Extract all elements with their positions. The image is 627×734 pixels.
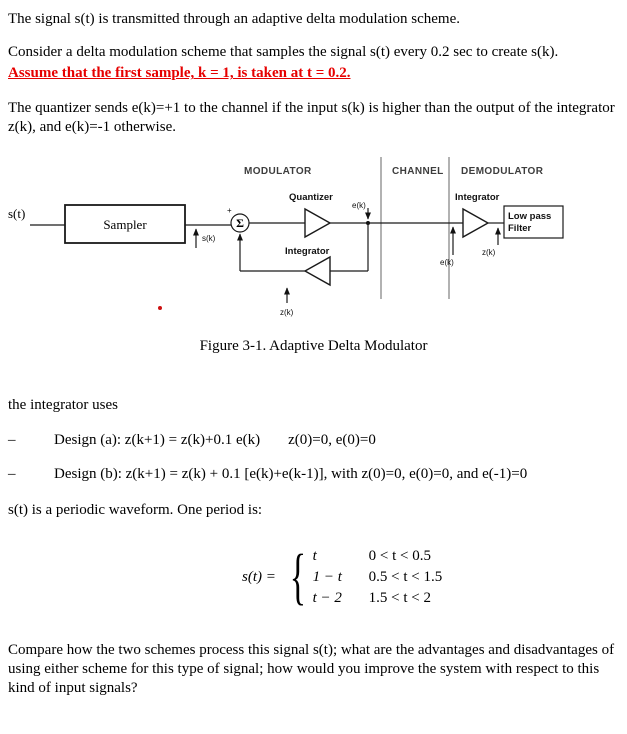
feedback-integrator-label: Integrator [285,245,330,257]
design-b-row [8,465,619,484]
sampled-signal-label: s(k) [202,233,216,243]
demod-integrator-triangle [463,209,488,237]
piece-condition: 0.5 < t < 1.5 [368,568,443,585]
design-a-initial-conditions: z(0)=0, e(0)=0 [288,432,376,449]
lpf-label-line2: Filter [508,222,532,234]
equation-row-2 [313,567,443,588]
equation-lhs: s(t) = [242,568,276,585]
plus-sign: + [227,205,232,215]
error-signal-label: e(k) [352,200,366,210]
feedback-integrator-triangle [305,257,330,285]
piecewise-definition [242,543,619,612]
piece-condition: 1.5 < t < 2 [368,589,431,606]
channel-section-label: CHANNEL [392,165,444,177]
piece-expression: t − 2 [312,589,342,606]
demod-error-label: e(k) [440,257,454,267]
design-a-row [8,431,619,450]
quantizer-label: Quantizer [289,191,333,203]
modulator-section-label: MODULATOR [244,165,312,177]
dash-bullet: – [8,465,16,482]
assumption-note: Assume that the first sample, k = 1, is taken at t = 0.2. [8,65,351,82]
adaptive-delta-modulator-diagram [8,151,618,329]
left-brace: { [289,543,306,612]
piece-condition: 0 < t < 0.5 [368,547,431,564]
lpf-label-line1: Low pass [508,210,552,222]
periodic-waveform-line: s(t) is a periodic waveform. One period is: [8,501,263,518]
equation-row-3 [313,588,443,609]
intro-line-2: Consider a delta modulation scheme that samples the signal s(t) every 0.2 sec to create s(k). [8,44,559,61]
equation-row-1 [313,546,443,567]
design-b-text: Design (b): z(k+1) = z(k) + 0.1 [e(k)+e(k-1)], with z(0)=0, e(0)=0, and e(-1)=0 [54,465,528,482]
demod-output-label: z(k) [482,247,496,257]
intro-line-1: The signal s(t) is transmitted through an adaptive delta modulation scheme. [8,11,460,27]
dash-bullet: – [8,432,16,449]
design-a-text [54,431,376,450]
equation-rows [313,546,443,609]
piece-expression: 1 − t [312,568,342,585]
demod-integrator-label: Integrator [455,191,500,203]
figure-3-1 [8,151,619,356]
quantizer-rule: The quantizer sends e(k)=+1 to the channel if the input s(k) is higher than the output of the integrator z(k), and e(k)=-1 otherwise. [8,99,615,135]
closing-question: Compare how the two schemes process this signal s(t); what are the advantages and disadvantages of using either scheme for this type of signal; how would you improve the system with respect to this kind of input signals? [8,641,615,697]
feedback-signal-label: z(k) [280,307,294,317]
figure-caption: Figure 3-1. Adaptive Delta Modulator [199,337,428,354]
demodulator-section-label: DEMODULATOR [461,165,544,177]
input-signal-label: s(t) [8,205,26,221]
stray-red-dot [158,306,162,310]
sampler-label: Sampler [103,216,147,232]
integrator-uses-line: the integrator uses [8,397,118,414]
design-a-formula: Design (a): z(k+1) = z(k)+0.1 e(k) [54,432,261,449]
sigma-symbol: Σ [236,215,244,230]
quantizer-triangle [305,209,330,237]
piece-expression: t [312,547,317,564]
